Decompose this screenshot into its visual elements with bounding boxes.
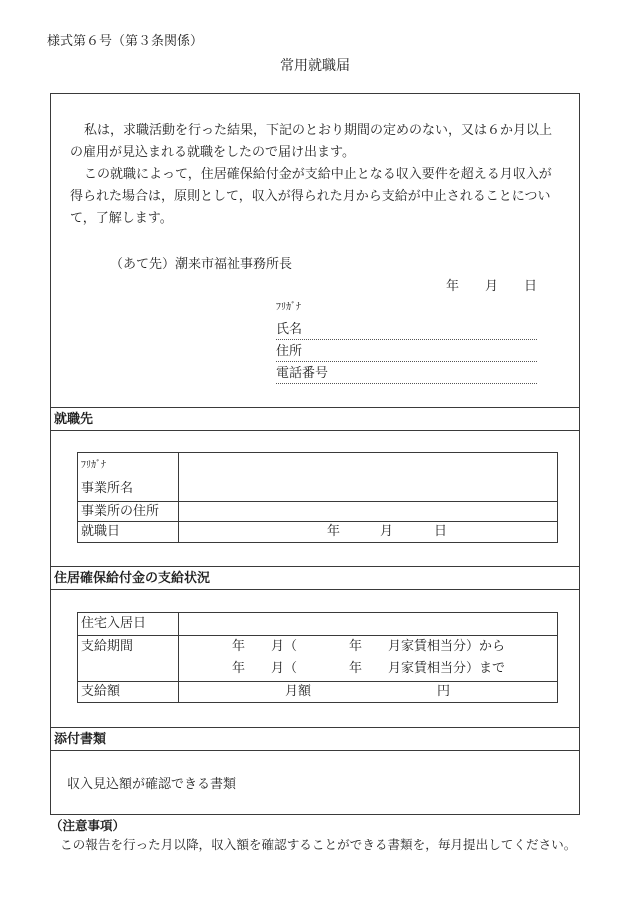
start-date-cell xyxy=(179,522,557,542)
notes-text: この報告を行った月以降，収入額を確認することができる書類を，毎月提出してください。 xyxy=(60,837,577,852)
employer-section-header xyxy=(50,407,580,431)
attachments-section-heading: 添付書類 xyxy=(54,732,107,747)
date-day-label: 日 xyxy=(524,279,538,294)
move-in-row xyxy=(78,613,557,636)
employer-section-heading: 就職先 xyxy=(54,412,94,427)
payment-amount-label: 支給額 xyxy=(81,684,121,699)
start-date-year-label: 年 xyxy=(327,524,341,539)
declaration-line: 得られた場合は，原則として，収入が得られた月から支給が中止されることについ xyxy=(70,189,551,204)
payment-period-to: 年 月（ 年 月家賃相当分）まで xyxy=(232,661,506,676)
form-title: 常用就職届 xyxy=(280,58,350,74)
attachments-section-header xyxy=(50,727,580,751)
attachment-item: 収入見込額が確認できる書類 xyxy=(67,777,237,792)
declaration-line: この就職によって，住居確保給付金が支給中止となる収入要件を超える月収入が xyxy=(84,167,552,182)
applicant-address-field xyxy=(276,343,537,362)
payment-amount-cell xyxy=(179,682,557,702)
applicant-phone-label: 電話番号 xyxy=(276,366,329,381)
payment-amount-row xyxy=(78,682,557,702)
office-address-row xyxy=(78,502,557,522)
date-month-label: 月 xyxy=(485,279,499,294)
start-date-day-label: 日 xyxy=(434,524,448,539)
employer-table xyxy=(77,452,558,543)
payment-period-label: 支給期間 xyxy=(81,639,134,654)
payment-period-from: 年 月（ 年 月家賃相当分）から xyxy=(232,639,506,654)
office-name-label: 事業所名 xyxy=(81,481,134,496)
start-date-row xyxy=(78,522,557,542)
declaration-line: て，了解します。 xyxy=(70,211,173,226)
benefit-section-header xyxy=(50,566,580,590)
declaration-text xyxy=(70,120,552,230)
start-date-month-label: 月 xyxy=(380,524,394,539)
yen-unit-label: 円 xyxy=(437,684,451,699)
addressee: （あて先）潮来市福祉事務所長 xyxy=(110,257,293,272)
form-box xyxy=(50,93,580,815)
payment-period-row xyxy=(78,636,557,682)
applicant-furigana-label: ﾌﾘｶﾞﾅ xyxy=(276,302,301,313)
office-address-label: 事業所の住所 xyxy=(81,504,160,519)
office-name-cell xyxy=(179,453,557,501)
benefit-table xyxy=(77,612,558,703)
applicant-name-label: 氏名 xyxy=(276,322,303,337)
benefit-section-heading: 住居確保給付金の支給状況 xyxy=(54,571,211,586)
move-in-label: 住宅入居日 xyxy=(81,616,147,631)
start-date-label: 就職日 xyxy=(81,524,121,539)
move-in-cell xyxy=(179,613,557,635)
payment-period-cell xyxy=(179,636,557,681)
notes-heading: （注意事項） xyxy=(50,818,126,833)
office-furigana-label: ﾌﾘｶﾞﾅ xyxy=(81,460,106,471)
date-year-label: 年 xyxy=(446,279,460,294)
applicant-address-label: 住所 xyxy=(276,344,303,359)
office-name-row xyxy=(78,453,557,502)
monthly-amount-label: 月額 xyxy=(285,684,312,699)
form-number: 様式第６号（第３条関係） xyxy=(47,34,204,49)
declaration-line: 私は，求職活動を行った結果，下記のとおり期間の定めのない，又は６か月以上 xyxy=(84,123,553,138)
applicant-phone-field xyxy=(276,365,537,384)
applicant-name-field xyxy=(276,321,537,340)
declaration-line: の雇用が見込まれる就職をしたので届け出ます。 xyxy=(70,145,355,160)
office-address-cell xyxy=(179,502,557,521)
